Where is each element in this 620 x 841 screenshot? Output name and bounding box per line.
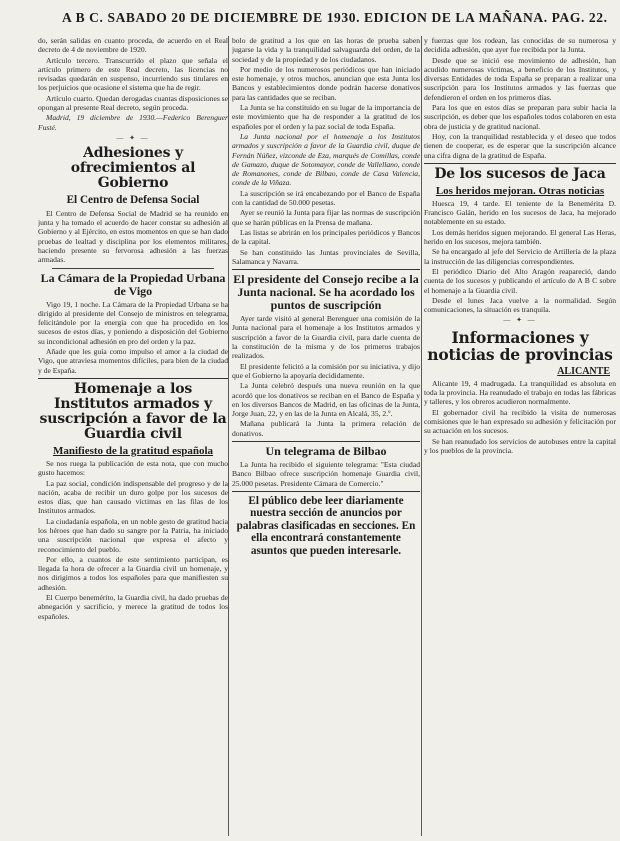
paragraph: Hoy, con la tranquilidad restablecida y el deseo que todos tienen de cooperar, es de esperar que la suscripción alcance una cifra digna de la gratitud de España. (424, 131, 616, 160)
column-3 (424, 36, 616, 836)
paragraph: Artículo cuarto. Quedan derogadas cuantas disposiciones se opongan al presente Real decreto, según proceda. (38, 93, 228, 113)
subhead-alicante: ALICANTE (557, 365, 610, 377)
headline-adhesiones: Adhesiones y ofrecimientos al Gobierno (70, 145, 196, 192)
headline-homenaje: Homenaje a los Institutos armados y suscripción a favor de la Guardia civil (39, 380, 227, 442)
paragraph: La Junta nacional por el homenaje a los Institutos armados y suscripción a favor de la Guardia civil, duque de Fernán Núñez, vizconde de Eza, marqués de Comillas, conde de Gamazo, duque de Sotomayor, conde de Vallellano, conde de Romanones, conde de Bilbao, conde de Casa Valencia, conde de la Viñaza. (232, 131, 420, 188)
headline-informaciones: Informaciones y noticias de provincias (427, 327, 613, 364)
paragraph: El periódico Diario del Alto Aragón reapareció, dando cuenta de los sucesos y publicando el artículo de A B C sobre el homenaje a la Guardia civil. (424, 266, 616, 295)
paragraph: Las listas se abrirán en los principales periódicos y Bancos de la capital. (232, 227, 420, 247)
paragraph: do, serán salidas en cuanto proceda, de acuerdo en el Real decreto de 4 de noviembre de 1920. (38, 36, 228, 55)
paragraph: Los demás heridos siguen mejorando. El general Las Heras, herido en los sucesos, mejora también. (424, 227, 616, 247)
paragraph: Se nos ruega la publicación de esta nota, que con mucho gusto hacemos: (38, 458, 228, 478)
paragraph: Para los que en estos días se preparan para subir hacia la suscripción, es deber que los españoles todos colaboren en esta obra de justicia y de gratitud nacional. (424, 103, 616, 131)
headline-jaca: De los sucesos de Jaca (434, 165, 606, 182)
paragraph: La suscripción se irá encabezando por el Banco de España con la cantidad de 50.000 pesetas. (232, 188, 420, 208)
paragraph: Desde el lunes Jaca vuelve a la normalidad. Según comunicaciones, la situación es tranquila. (424, 295, 616, 315)
page-header: A B C. SABADO 20 DE DICIEMBRE DE 1930. EDICION DE LA MAÑANA. PAG. 22. (62, 10, 608, 25)
paragraph: Vigo 19, 1 noche. La Cámara de la Propiedad Urbana se ha dirigido al presidente del Consejo de ministros en telegrama, felicitándole por la energía con que ha procedido en los sucesos de estos días, y poniendo a disposición del Gobierno su incondicional adhesión en pro del orden y la paz. (38, 299, 228, 346)
paragraph: El Centro de Defensa Social de Madrid se ha reunido en junta y ha tomado el acuerdo de hacer constar su adhesión al Gobierno y al Ejército, en estos momentos en que se han dado pruebas de lealtad y disciplina por los elementos militares, haciendo presente su fervorosa adhesión a las fuerzas armadas. (38, 208, 228, 265)
column-rule (421, 36, 422, 836)
paragraph: El presidente felicitó a la comisión por su iniciativa, y dijo que el Gobierno la apoyaría decididamente. (232, 361, 420, 380)
paragraph: Añade que les guía como impulso el amor a la ciudad de Vigo, que atraviesa momentos difíciles, para bien de la ciudad y de España. (38, 347, 228, 375)
separator (38, 378, 228, 379)
paragraph: La Junta ha recibido el siguiente telegrama: "Esta ciudad Banco Bilbao ofrece suscripción homenaje Guardia civil, 25.000 pesetas. Presidente Cámara de Comercio." (232, 459, 420, 488)
paragraph: Desde que se inició ese movimiento de adhesión, han acudido numerosas víctimas, a beneficio de los Institutos, y diversas Entidades de toda España se preparan a realizar una suscripción para los Institutos armados y las fuerzas que defendieron el orden en los primeros días. (424, 55, 616, 102)
subhead-centro: El Centro de Defensa Social (66, 194, 200, 207)
column-rule (228, 36, 229, 836)
ornament: — ✦ — (503, 316, 537, 325)
separator (232, 269, 420, 270)
paragraph: Ayer se reunió la Junta para fijar las normas de suscripción que se harán públicas en la Prensa de mañana. (232, 208, 420, 227)
paragraph: Por ello, a cuantos de este sentimiento participan, es llegada la hora de ofrecer a la Guardia civil un homenaje, y nos dirigimos a todos los españoles para que manifiesten su adhesión. (38, 554, 228, 592)
paragraph: bolo de gratitud a los que en las horas de prueba saben jugarse la vida y la tranquilidad salvaguarda del orden, de la sociedad y de la propiedad y de los ciudadanos. (232, 36, 420, 64)
paragraph: Se ha encargado al jefe del Servicio de Artillería de la plaza la instrucción de las diligencias correspondientes. (424, 247, 616, 266)
paragraph: Huesca 19, 4 tarde. El teniente de la Benemérita D. Francisco Galán, herido en los sucesos de Jaca, ha mejorado notablemente en su estado. (424, 198, 616, 227)
subhead-camara: La Cámara de la Propiedad Urbana de Vigo (40, 270, 226, 298)
paragraph: La paz social, condición indispensable del progreso y de la nación, acaba de recibir un duro golpe por los sucesos de estos días, que han causado víctimas en las filas de los Institutos armados. (38, 478, 228, 516)
headline-presidente: El presidente del Consejo recibe a la Junta nacional. Se ha acordado los puntos de suscripción (233, 272, 419, 313)
paragraph: y fuerzas que los rodean, las conocidas de su numerosa y decidida adhesión, que ayer fue recibida por la Junta. (424, 36, 616, 55)
paragraph: Por medio de los numerosos periódicos que han iniciado este homenaje, y otros muchos, anuncian que esta Junta los Bancos y establecimientos donde podrán hacerse donativos para las cantidades que se reciban. (232, 64, 420, 102)
separator (232, 441, 420, 442)
separator (232, 491, 420, 492)
paragraph: La ciudadanía española, en un noble gesto de gratitud hacia los héroes que han dado su sangre por la Patria, ha iniciado una suscripción nacional que expresa el afecto y reconocimiento del pueblo. (38, 516, 228, 554)
separator (52, 268, 214, 269)
subhead-manifiesto: Manifiesto de la gratitud española (52, 444, 214, 457)
paragraph: Se han constituido las Juntas provinciales de Sevilla, Salamanca y Navarra. (232, 247, 420, 266)
ornament: — ✦ — (116, 133, 150, 142)
signature: Madrid, 19 diciembre de 1930.—Federico Berenguer Fusté. (38, 113, 228, 132)
paragraph: La Junta se ha constituido en su lugar de la importancia de este movimiento que ha de responder a la gratitud de los españoles por el orden y la paz social de toda España. (232, 103, 420, 131)
column-1 (38, 36, 228, 836)
separator (424, 163, 616, 164)
paragraph: El gobernador civil ha recibido la visita de numerosas comisiones que le han expresado su adhesión y felicitación por su actuación en los sucesos. (424, 407, 616, 436)
paragraph: Ayer tarde visitó al general Berenguer una comisión de la Junta nacional para el homenaje a los Institutos armados y suscripción a favor de la Guardia civil, para darle cuenta de la constitución de la misma y de los primeros trabajos realizados. (232, 314, 420, 361)
paragraph: Mañana publicará la Junta la primera relación de donativos. (232, 419, 420, 438)
paragraph: Alicante 19, 4 madrugada. La tranquilidad es absoluta en toda la provincia. Ha reanudado el trabajo en todas las fábricas y talleres, y los obreros acudieron normalmente. (424, 378, 616, 407)
notice-publico: El público debe leer diariamente nuestra sección de anuncios por palabras clasificadas en secciones. En ella encontrará constantemente asuntos que pueden interesarle. (236, 494, 416, 557)
paragraph: Artículo tercero. Transcurrido el plazo que señala el artículo primero de este Real decreto, las licencias no revisadas quedarán en suspenso, incurriendo sus titulares en los perjuicios que ocasione el sistema que ha de regir. (38, 55, 228, 93)
paragraph: El Cuerpo benemérito, la Guardia civil, ha dado pruebas de abnegación y sacrificio, y merece la gratitud de todos los españoles. (38, 593, 228, 621)
paragraph: La Junta celebró después una nueva reunión en la que acordó que los donativos se reciban en el Banco de España y en los diversos Bancos de Madrid, en las oficinas de la Junta, Jorge Juan, 22, y en las de la Junta en Alcalá, 35, 2.º. (232, 381, 420, 419)
headline-telegrama: Un telegrama de Bilbao (265, 443, 387, 458)
column-2 (232, 36, 420, 836)
subhead-heridos: Los heridos mejoran. Otras noticias (435, 184, 605, 197)
paragraph: Se han reanudado los servicios de autobuses entre la capital y los pueblos de la provincia. (424, 436, 616, 455)
